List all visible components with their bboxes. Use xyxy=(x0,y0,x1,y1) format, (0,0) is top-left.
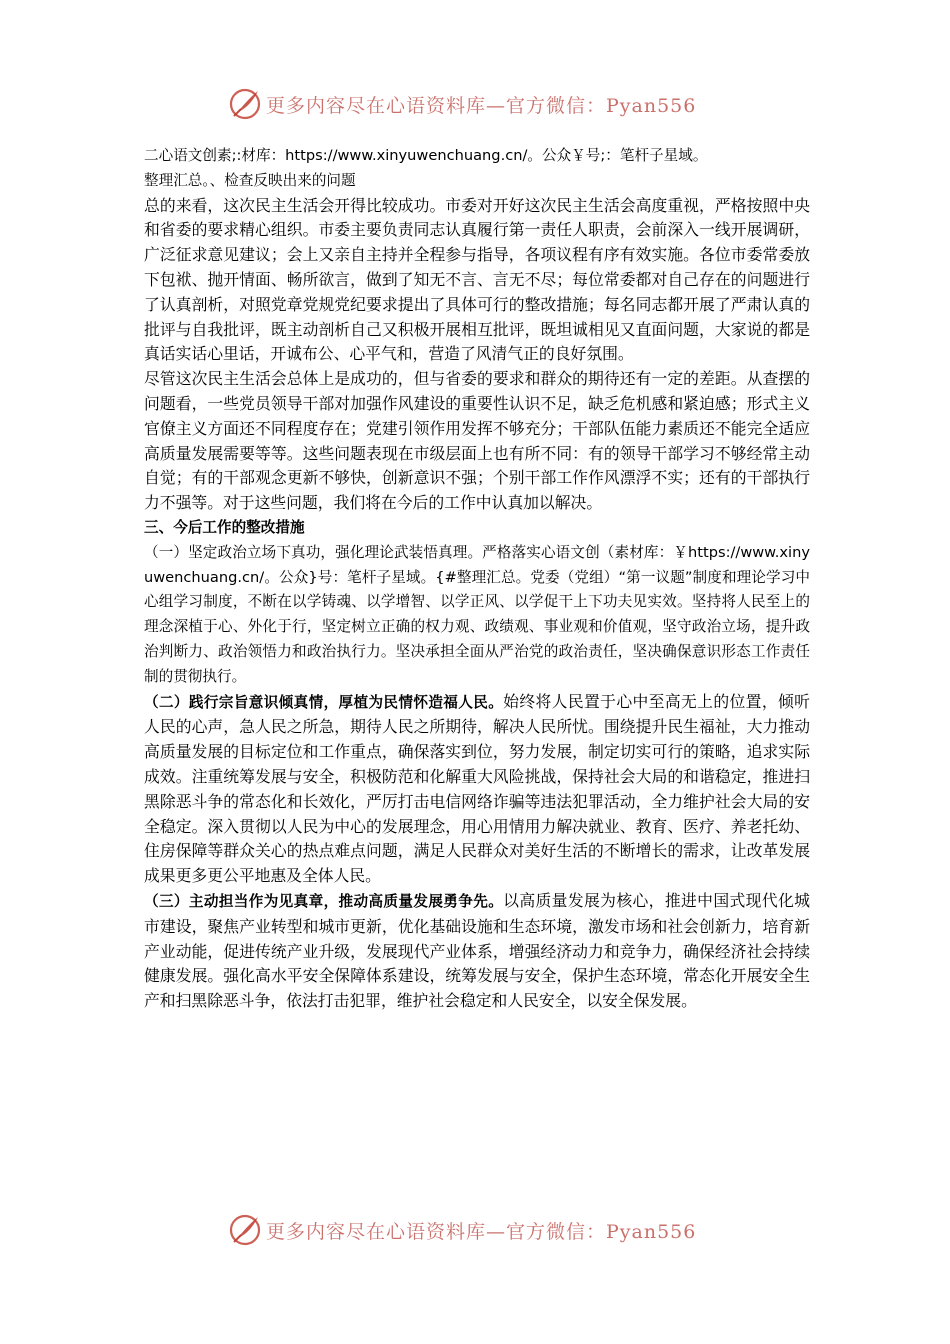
source-line: 二心语文创素;:材库：https://www.xinyuwenchuang.cn/。公众￥号;：笔杆子星域。 xyxy=(144,147,708,164)
footer-banner-text: 更多内容尽在心语资料库—官方微信：Pyan556 xyxy=(266,1220,697,1243)
measure-2 xyxy=(144,690,810,889)
document-body xyxy=(144,144,810,1014)
measure-3-text: 以高质量发展为核心，推进中国式现代化城市建设，聚焦产业转型和城市更新，优化基础设施和生态环境，激发市场和社会创新力，培育新产业动能，促进传统产业升级，发展现代产业体系，增强经济动力和竞争力，确保经济社会持续健康发展。强化高水平安全保障体系建设，统筹发展与安全，保护生态环境，常态化开展安全生产和扫黑除恶斗争，依法打击犯罪，维护社会稳定和人民安全，以安全保发展。 xyxy=(144,890,810,1011)
measure-3-lead: （三）主动担当作为见真章，推动高质量发展勇争先。 xyxy=(144,892,504,910)
quill-logo-icon xyxy=(228,87,262,121)
section-heading-3: 三、今后工作的整改措施 xyxy=(144,518,305,536)
paragraph-summary: 总的来看，这次民主生活会开得比较成功。市委对开好这次民主生活会高度重视，严格按照中央和省委的要求精心组织。市委主要负责同志认真履行第一责任人职责，会前深入一线开展调研，广泛征求意见建议；会上又亲自主持并全程参与指导，各项议程有序有效实施。各位市委常委放下包袱、抛开情面、畅所欲言，做到了知无不言、言无不尽；每位常委都对自己存在的问题进行了认真剖析，对照党章党规党纪要求提出了具体可行的整改措施；每名同志都开展了严肃认真的批评与自我批评，既主动剖析自己又积极开展相互批评，既坦诚相见又直面问题，大家说的都是真话实话心里话，开诚布公、心平气和，营造了风清气正的良好氛围。 xyxy=(144,195,810,364)
paragraph-problems: 尽管这次民主生活会总体上是成功的，但与省委的要求和群众的期待还有一定的差距。从查摆的问题看，一些党员领导干部对加强作风建设的重要性认识不足，缺乏危机感和紧迫感；形式主义官僚主义方面还不同程度存在；党建引领作用发挥不够充分；干部队伍能力素质还不能完全适应高质量发展需要等等。这些问题表现在市级层面上也有所不同：有的领导干部学习不够经常主动自觉；有的干部观念更新不够快，创新意识不强；个别干部工作作风漂浮不实；还有的干部执行力不强等。对于这些问题，我们将在今后的工作中认真加以解决。 xyxy=(144,369,810,513)
measure-2-text: 始终将人民置于心中至高无上的位置，倾听人民的心声，急人民之所急，期待人民之所期待，解决人民所忧。围绕提升民生福祉，大力推动高质量发展的目标定位和工作重点，确保落实到位，努力发展，制定切实可行的策略，追求实际成效。注重统筹发展与安全，积极防范和化解重大风险挑战，保持社会大局的和谐稳定，推进扫黑除恶斗争的常态化和长效化，严厉打击电信网络诈骗等违法犯罪活动，全力维护社会大局的安全稳定。深入贯彻以人民为中心的发展理念，用心用情用力解决就业、教育、医疗、养老托幼、住房保障等群众关心的热点难点问题，满足人民群众对美好生活的不断增长的需求，让改革发展成果更多更公平地惠及全体人民。 xyxy=(144,691,810,886)
header-banner-text: 更多内容尽在心语资料库—官方微信：Pyan556 xyxy=(266,94,697,117)
measure-3 xyxy=(144,889,810,1014)
measure-1: （一）坚定政治立场下真功，强化理论武装悟真理。严格落实心语文创（素材库：￥https://www.xinyuwenchuang.cn/。公众}号：笔杆子星域。{#整理汇总。党委（党组）“第一议题”制度和理论学习中心组学习制度，不断在以学铸魂、以学增智、以学正风、以学促干上下功夫见实效。坚持将人民至上的理念深植于心、外化于行，坚定树立正确的权力观、政绩观、事业观和价值观，坚守政治立场，提升政治判断力、政治领悟力和政治执行力。坚决承担全面从严治党的政治责任，坚决确保意识形态工作责任制的贯彻执行。 xyxy=(144,543,810,685)
footer-banner xyxy=(228,1210,728,1250)
section-heading-2: 整理汇总。、检查反映出来的问题 xyxy=(144,171,356,189)
measure-2-lead: （二）践行宗旨意识倾真情，厚植为民情怀造福人民。 xyxy=(144,693,504,711)
header-banner xyxy=(228,84,728,124)
quill-logo-icon xyxy=(228,1213,262,1247)
